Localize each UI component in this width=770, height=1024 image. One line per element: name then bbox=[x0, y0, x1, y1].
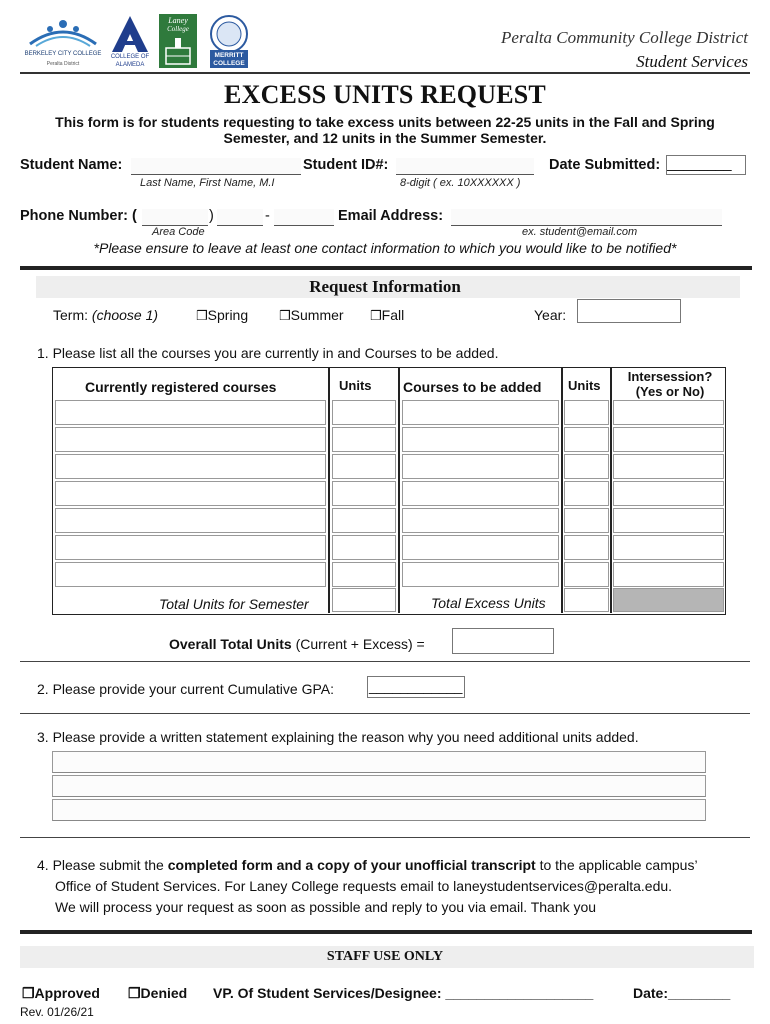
added-course-cell-row-3[interactable] bbox=[402, 454, 559, 479]
current-course-cell-row-7[interactable] bbox=[55, 562, 326, 587]
phone-label: Phone Number: ( bbox=[20, 208, 137, 224]
laney-line1: Laney bbox=[168, 16, 188, 25]
current-course-cell-row-1[interactable] bbox=[55, 400, 326, 425]
added-course-cell-row-6[interactable] bbox=[402, 535, 559, 560]
spring-label: Spring bbox=[207, 307, 249, 323]
current-units-cell-row-2[interactable] bbox=[332, 427, 396, 452]
spring-checkbox-icon[interactable]: ❒ bbox=[196, 309, 208, 324]
statement-line-2[interactable] bbox=[52, 775, 706, 797]
summer-label: Summer bbox=[290, 307, 344, 323]
table-divider-2 bbox=[398, 368, 400, 613]
current-units-cell-row-7[interactable] bbox=[332, 562, 396, 587]
header-divider bbox=[20, 72, 750, 74]
intersession-total-shaded bbox=[613, 588, 724, 612]
added-course-cell-row-5[interactable] bbox=[402, 508, 559, 533]
section-divider-top bbox=[20, 266, 752, 270]
added-units-cell-row-5[interactable] bbox=[564, 508, 609, 533]
q4-part1: 4. Please submit the bbox=[37, 857, 168, 873]
merritt-line1: MERRITT bbox=[214, 52, 244, 59]
college-of-alameda-logo bbox=[110, 14, 150, 70]
staff-date-field[interactable]: Date:________ bbox=[633, 985, 731, 1001]
table-divider-3 bbox=[561, 368, 563, 613]
term-choose: (choose 1) bbox=[91, 307, 159, 323]
phone-dash: - bbox=[265, 208, 270, 224]
current-units-cell-row-4[interactable] bbox=[332, 481, 396, 506]
berkeley-people-icon bbox=[22, 14, 104, 50]
divider-q4 bbox=[20, 837, 750, 838]
q4-part2: to the applicable campus’ bbox=[535, 857, 698, 873]
q4-line1 bbox=[37, 855, 757, 876]
student-name-input[interactable] bbox=[131, 158, 301, 175]
current-course-cell-row-2[interactable] bbox=[55, 427, 326, 452]
intersession-cell-row-1[interactable] bbox=[613, 400, 724, 425]
student-id-label: Student ID#: bbox=[303, 157, 389, 173]
student-id-input[interactable] bbox=[396, 158, 534, 175]
added-units-cell-row-3[interactable] bbox=[564, 454, 609, 479]
intro-line-1: This form is for students requesting to take excess units between 22-25 units in the Fall and Spring bbox=[55, 114, 715, 130]
total-units-semester-input[interactable] bbox=[332, 588, 396, 612]
request-heading: Request Information bbox=[309, 277, 461, 296]
year-label: Year bbox=[534, 307, 563, 323]
q4-text bbox=[37, 855, 757, 918]
berkeley-city-college-logo bbox=[22, 14, 104, 70]
intro-line-2: Semester, and 12 units in the Summer Semester. bbox=[223, 130, 547, 146]
added-course-cell-row-2[interactable] bbox=[402, 427, 559, 452]
form-title: EXCESS UNITS REQUEST bbox=[224, 80, 546, 109]
col-header-intersession bbox=[615, 369, 725, 399]
fall-label: Fall bbox=[381, 307, 405, 323]
section-divider-staff bbox=[20, 930, 752, 934]
summer-checkbox-icon[interactable]: ❒ bbox=[279, 309, 291, 324]
added-units-cell-row-6[interactable] bbox=[564, 535, 609, 560]
q2-text: 2. Please provide your current Cumulative GPA: bbox=[37, 681, 334, 697]
year-input[interactable] bbox=[577, 299, 681, 323]
added-units-cell-row-4[interactable] bbox=[564, 481, 609, 506]
berkeley-line1: BERKELEY CITY COLLEGE bbox=[24, 51, 102, 57]
statement-line-1[interactable] bbox=[52, 751, 706, 773]
overall-total-label: Overall Total Units bbox=[169, 636, 292, 652]
intersession-cell-row-4[interactable] bbox=[613, 481, 724, 506]
total-excess-units-input[interactable] bbox=[564, 588, 609, 612]
added-course-cell-row-7[interactable] bbox=[402, 562, 559, 587]
student-name-label: Student Name: bbox=[20, 157, 123, 173]
added-course-cell-row-1[interactable] bbox=[402, 400, 559, 425]
current-units-cell-row-1[interactable] bbox=[332, 400, 396, 425]
revision-label: Rev. 01/26/21 bbox=[20, 1005, 94, 1019]
divider-q3 bbox=[20, 713, 750, 714]
total-units-semester-label: Total Units for Semester bbox=[159, 596, 309, 612]
phone-paren-close: ) bbox=[209, 208, 214, 224]
intersession-cell-row-6[interactable] bbox=[613, 535, 724, 560]
date-submitted-label: Date Submitted: bbox=[549, 157, 661, 173]
term-label: Term bbox=[53, 307, 85, 323]
intro-text bbox=[20, 114, 750, 146]
phone-prefix-input[interactable] bbox=[217, 209, 263, 226]
current-course-cell-row-5[interactable] bbox=[55, 508, 326, 533]
term-option-fall[interactable] bbox=[370, 307, 404, 324]
email-hint: ex. student@email.com bbox=[522, 226, 638, 238]
added-units-cell-row-1[interactable] bbox=[564, 400, 609, 425]
overall-total-row bbox=[169, 636, 425, 652]
approved-option[interactable]: ❒Approved bbox=[22, 985, 100, 1001]
current-course-cell-row-3[interactable] bbox=[55, 454, 326, 479]
intersession-line2: (Yes or No) bbox=[635, 384, 705, 399]
alameda-line2: ALAMEDA bbox=[115, 62, 145, 68]
date-submitted-input[interactable] bbox=[666, 155, 746, 175]
q1-text: 1. Please list all the courses you are currently in and Courses to be added. bbox=[37, 345, 499, 361]
term-row: Term: (choose 1) bbox=[53, 307, 159, 323]
fall-checkbox-icon[interactable]: ❒ bbox=[370, 309, 382, 324]
vp-signature-field[interactable]: VP. Of Student Services/Designee: ___________________ bbox=[213, 985, 594, 1001]
laney-line2: College bbox=[167, 25, 189, 33]
email-input[interactable] bbox=[451, 209, 722, 226]
laney-college-logo bbox=[159, 14, 197, 68]
student-name-hint: Last Name, First Name, M.I bbox=[140, 177, 275, 189]
col-header-units-add: Units bbox=[568, 378, 601, 393]
phone-area-code-input[interactable] bbox=[142, 209, 208, 226]
q3-text: 3. Please provide a written statement explaining the reason why you need additional units added. bbox=[37, 729, 639, 745]
intersession-line1: Intersession? bbox=[627, 369, 713, 384]
department-name: Student Services bbox=[636, 52, 748, 71]
added-units-cell-row-7[interactable] bbox=[564, 562, 609, 587]
merritt-line2: COLLEGE bbox=[213, 60, 245, 67]
current-course-cell-row-6[interactable] bbox=[55, 535, 326, 560]
contact-notice: *Please ensure to leave at least one contact information to which you would like to be notified* bbox=[93, 240, 677, 256]
district-name: Peralta Community College District bbox=[501, 28, 748, 47]
gpa-blank: ____________ bbox=[369, 678, 463, 694]
area-code-hint: Area Code bbox=[152, 226, 205, 238]
date-submitted-blank: ________ bbox=[667, 156, 732, 172]
col-header-current: Currently registered courses bbox=[85, 379, 277, 395]
staff-heading: STAFF USE ONLY bbox=[326, 949, 444, 964]
student-id-hint: 8-digit ( ex. 10XXXXXX ) bbox=[400, 177, 521, 189]
overall-total-formula: (Current + Excess) = bbox=[295, 636, 425, 652]
col-header-units-current: Units bbox=[339, 378, 372, 393]
laney-tower-icon bbox=[162, 36, 194, 66]
statement-line-3[interactable] bbox=[52, 799, 706, 821]
berkeley-line2: Peralta District bbox=[46, 61, 80, 67]
intersession-cell-row-7[interactable] bbox=[613, 562, 724, 587]
added-course-cell-row-4[interactable] bbox=[402, 481, 559, 506]
gpa-input[interactable] bbox=[367, 676, 465, 698]
alameda-line1: COLLEGE OF bbox=[110, 54, 150, 60]
total-excess-units-label: Total Excess Units bbox=[431, 595, 546, 611]
divider-q2 bbox=[20, 661, 750, 662]
term-option-summer[interactable] bbox=[279, 307, 344, 324]
q4-line3: We will process your request as soon as possible and reply to you via email. Thank you bbox=[55, 899, 597, 915]
email-label: Email Address: bbox=[338, 208, 444, 224]
current-units-cell-row-3[interactable] bbox=[332, 454, 396, 479]
intersession-cell-row-2[interactable] bbox=[613, 427, 724, 452]
alameda-a-icon bbox=[110, 14, 150, 54]
term-option-spring[interactable] bbox=[196, 307, 248, 324]
q4-bold: completed form and a copy of your unofficial transcript bbox=[167, 857, 536, 873]
denied-option[interactable]: ❒Denied bbox=[128, 985, 188, 1001]
overall-total-input[interactable] bbox=[452, 628, 554, 654]
col-header-add: Courses to be added bbox=[403, 379, 542, 395]
intersession-cell-row-3[interactable] bbox=[613, 454, 724, 479]
phone-line-input[interactable] bbox=[274, 209, 334, 226]
intersession-cell-row-5[interactable] bbox=[613, 508, 724, 533]
current-units-cell-row-5[interactable] bbox=[332, 508, 396, 533]
table-divider-1 bbox=[328, 368, 330, 613]
q4-line2: Office of Student Services. For Laney College requests email to laneystudentservices@peralta.edu. bbox=[55, 878, 673, 894]
table-divider-4 bbox=[610, 368, 612, 613]
added-units-cell-row-2[interactable] bbox=[564, 427, 609, 452]
merritt-college-logo bbox=[206, 14, 252, 70]
courses-table bbox=[52, 367, 726, 615]
current-course-cell-row-4[interactable] bbox=[55, 481, 326, 506]
year-row: Year: bbox=[534, 307, 567, 323]
current-units-cell-row-6[interactable] bbox=[332, 535, 396, 560]
